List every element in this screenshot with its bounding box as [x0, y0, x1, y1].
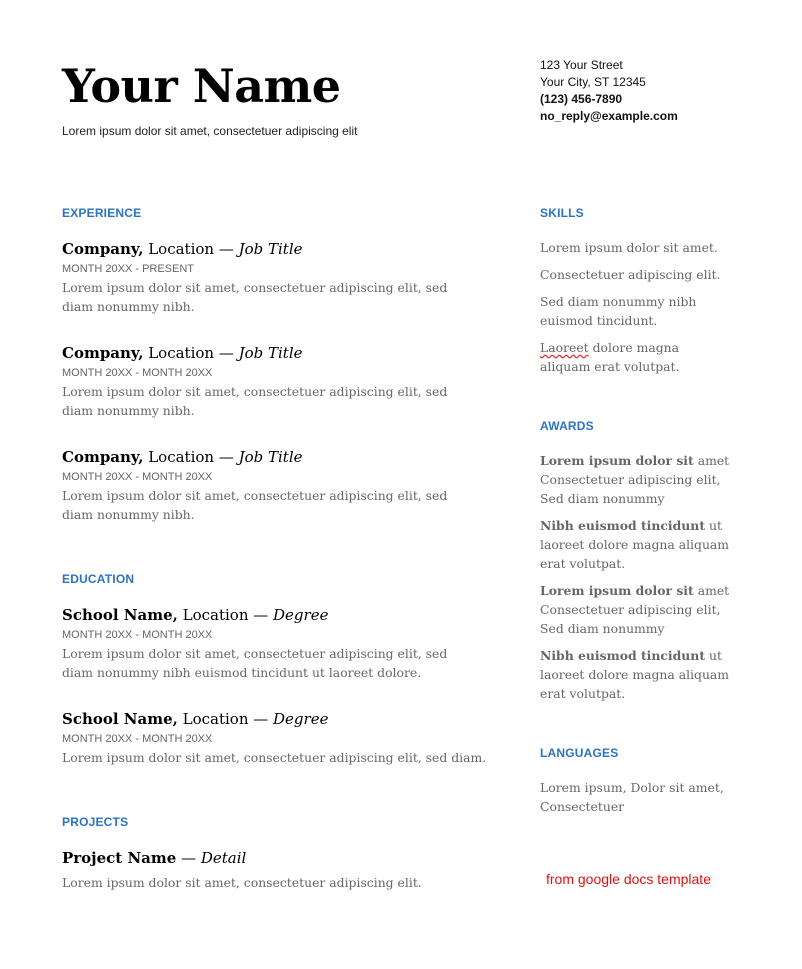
projects-heading: PROJECTS — [62, 815, 129, 829]
entry-location: Location — — [177, 606, 274, 624]
entry-role: Degree — [273, 710, 329, 728]
award-text: amet Consectetuer adipiscing elit, Sed diam nonummy — [540, 453, 730, 506]
entry-org: School Name, — [62, 606, 178, 624]
experience-heading: EXPERIENCE — [62, 206, 142, 220]
award-title: Nibh euismod tincidunt — [540, 648, 706, 663]
award-item — [540, 516, 730, 573]
entry-title — [62, 709, 502, 729]
award-text: ut laoreet dolore magna aliquam erat volutpat. — [540, 648, 730, 701]
award-title: Nibh euismod tincidunt — [540, 518, 706, 533]
awards-heading: AWARDS — [540, 419, 594, 433]
entry-dates: MONTH 20XX - MONTH 20XX — [62, 471, 213, 483]
entry-org: Company, — [62, 448, 144, 466]
contact-street: 123 Your Street — [540, 58, 623, 72]
skill-item-text: dolore magna aliquam erat volutpat. — [540, 340, 680, 374]
skills-heading: SKILLS — [540, 206, 584, 220]
skill-item — [540, 338, 720, 376]
entry-title — [62, 848, 482, 868]
entry-dates: MONTH 20XX - MONTH 20XX — [62, 733, 213, 745]
education-entry — [62, 709, 502, 767]
tagline: Lorem ipsum dolor sit amet, consectetuer adipiscing elit — [62, 124, 358, 138]
project-name: Project Name — [62, 849, 177, 867]
languages-heading: LANGUAGES — [540, 746, 619, 760]
entry-title — [62, 343, 482, 363]
contact-email: no_reply@example.com — [540, 109, 678, 123]
award-title: Lorem ipsum dolor sit — [540, 583, 694, 598]
entry-dates: MONTH 20XX - MONTH 20XX — [62, 367, 213, 379]
entry-title — [62, 239, 482, 259]
skill-item: Consectetuer adipiscing elit. — [540, 267, 721, 282]
languages-text: Lorem ipsum, Dolor sit amet, Consectetuer — [540, 780, 724, 814]
award-item — [540, 581, 730, 638]
education-entry — [62, 605, 482, 682]
entry-dates: MONTH 20XX - MONTH 20XX — [62, 629, 213, 641]
entry-title — [62, 605, 482, 625]
entry-description: Lorem ipsum dolor sit amet, consectetuer adipiscing elit. — [62, 875, 422, 890]
award-text: amet Consectetuer adipiscing elit, Sed diam nonummy — [540, 583, 730, 636]
resume-name: Your Name — [62, 59, 341, 113]
project-detail: Detail — [200, 849, 247, 867]
award-title: Lorem ipsum dolor sit — [540, 453, 694, 468]
entry-org: Company, — [62, 240, 144, 258]
entry-role: Job Title — [238, 344, 303, 362]
entry-dates: MONTH 20XX - PRESENT — [62, 263, 195, 275]
entry-location: Location — — [143, 448, 239, 466]
entry-description: Lorem ipsum dolor sit amet, consectetuer adipiscing elit, sed diam nonummy nibh. — [62, 488, 448, 522]
entry-role: Job Title — [238, 448, 303, 466]
misspelled-word: Laoreet — [540, 340, 589, 355]
source-note: from google docs template — [546, 871, 711, 887]
experience-entry — [62, 343, 482, 420]
award-text: ut laoreet dolore magna aliquam erat volutpat. — [540, 518, 730, 571]
entry-description: Lorem ipsum dolor sit amet, consectetuer adipiscing elit, sed diam. — [62, 750, 487, 765]
entry-org: Company, — [62, 344, 144, 362]
experience-entry — [62, 239, 482, 316]
skill-item: Sed diam nonummy nibh euismod tincidunt. — [540, 294, 697, 328]
project-entry — [62, 848, 482, 892]
education-heading: EDUCATION — [62, 572, 135, 586]
entry-title — [62, 447, 482, 467]
contact-block — [540, 57, 678, 125]
entry-location: Location — — [143, 240, 239, 258]
contact-phone: (123) 456-7890 — [540, 92, 623, 106]
award-item — [540, 646, 730, 703]
project-separator: — — [176, 849, 201, 867]
award-item — [540, 451, 730, 508]
entry-description: Lorem ipsum dolor sit amet, consectetuer adipiscing elit, sed diam nonummy nibh. — [62, 384, 448, 418]
skill-item: Lorem ipsum dolor sit amet. — [540, 240, 718, 255]
entry-location: Location — — [177, 710, 274, 728]
entry-location: Location — — [143, 344, 239, 362]
entry-role: Degree — [273, 606, 329, 624]
entry-org: School Name, — [62, 710, 178, 728]
entry-role: Job Title — [238, 240, 303, 258]
entry-description: Lorem ipsum dolor sit amet, consectetuer adipiscing elit, sed diam nonummy nibh. — [62, 280, 448, 314]
contact-city: Your City, ST 12345 — [540, 75, 646, 89]
entry-description: Lorem ipsum dolor sit amet, consectetuer adipiscing elit, sed diam nonummy nibh euismod tincidunt ut laoreet dolore. — [62, 646, 448, 680]
experience-entry — [62, 447, 482, 524]
